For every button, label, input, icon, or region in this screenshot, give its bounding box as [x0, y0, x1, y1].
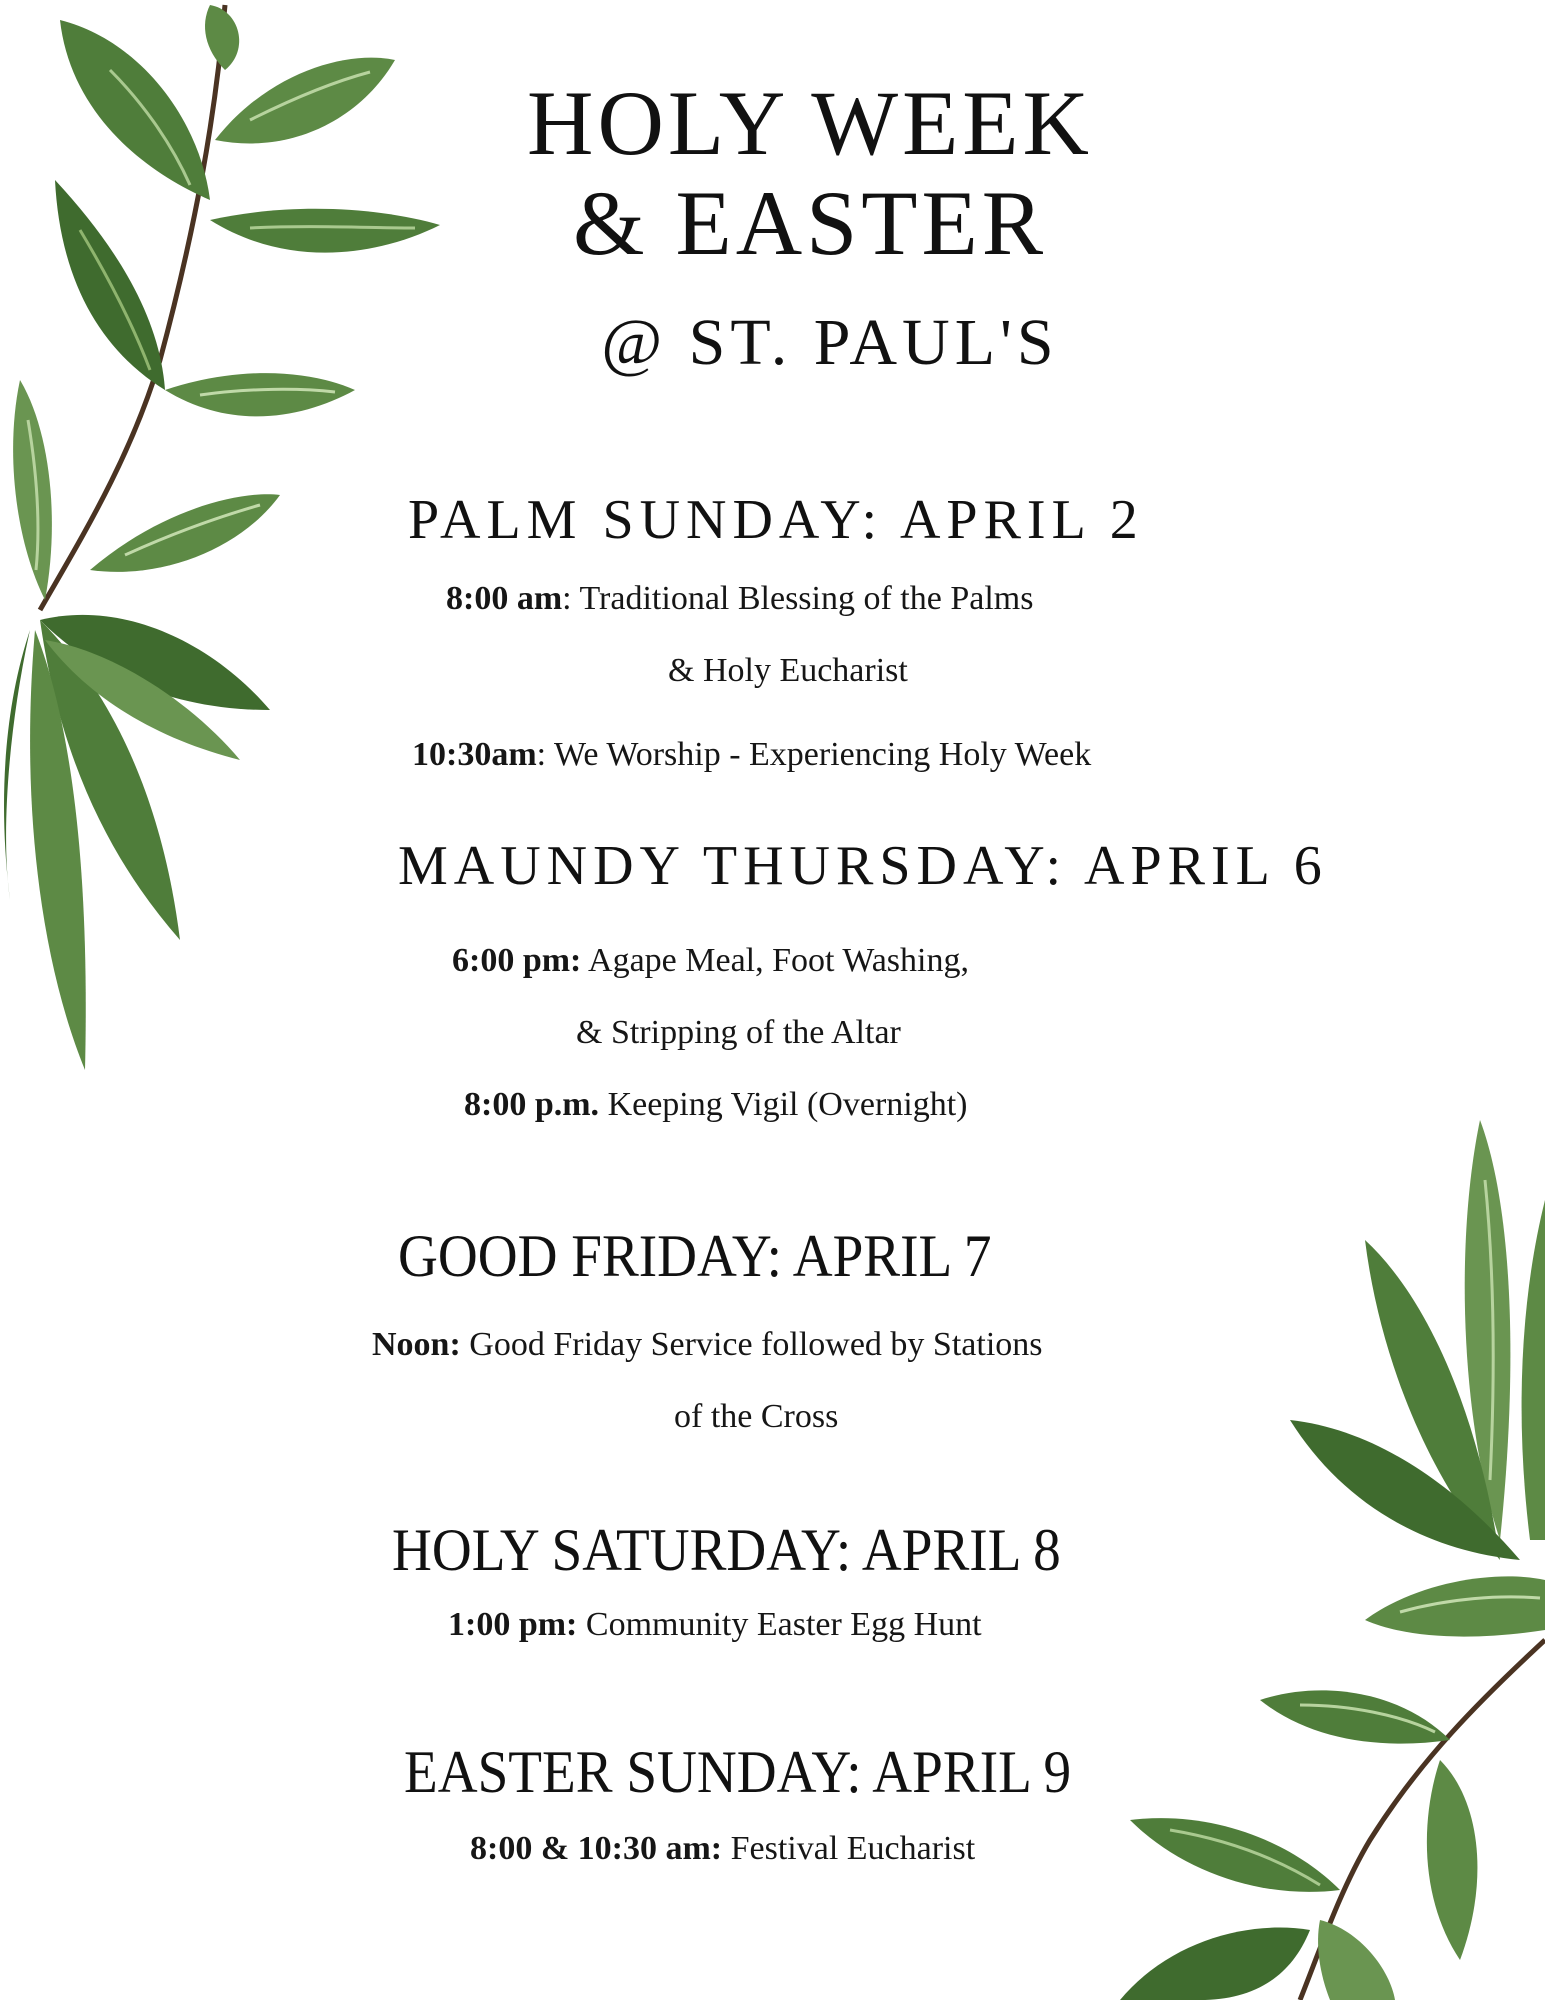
service-line-continuation: of the Cross [674, 1398, 839, 1435]
heading-good-friday: GOOD FRIDAY: APRIL 7 [398, 1223, 992, 1289]
service-description: : Traditional Blessing of the Palms [562, 580, 1034, 617]
service-time: 10:30am [412, 736, 537, 773]
heading-holy-saturday: HOLY SATURDAY: APRIL 8 [392, 1517, 1061, 1583]
service-description: Keeping Vigil (Overnight) [599, 1086, 968, 1123]
heading-palm-sunday: PALM SUNDAY: APRIL 2 [408, 489, 1144, 551]
service-line [446, 580, 1033, 618]
service-description: Good Friday Service followed by Stations [460, 1326, 1043, 1363]
heading-maundy-thursday: MAUNDY THURSDAY: APRIL 6 [398, 835, 1328, 897]
page-title-line2: & EASTER [572, 172, 1048, 274]
service-line-continuation: & Holy Eucharist [668, 652, 908, 689]
leaf-icon [4, 5, 440, 1070]
leaf-icon [1120, 1120, 1545, 2000]
service-line [452, 942, 969, 980]
service-time: 8:00 p.m. [464, 1086, 600, 1123]
service-time: Noon: [372, 1326, 461, 1363]
page-title-line1: HOLY WEEK [527, 72, 1093, 174]
service-time: 1:00 pm: [448, 1606, 578, 1643]
service-description: Community Easter Egg Hunt [577, 1606, 982, 1643]
service-time: 8:00 & 10:30 am: [470, 1830, 723, 1867]
service-description: : We Worship - Experiencing Holy Week [536, 736, 1092, 773]
heading-easter-sunday: EASTER SUNDAY: APRIL 9 [404, 1739, 1072, 1805]
service-time: 8:00 am [446, 580, 563, 617]
service-line [470, 1830, 975, 1868]
foliage-top-left-illustration [0, 0, 460, 1080]
service-line-continuation: & Stripping of the Altar [576, 1014, 901, 1051]
service-line [372, 1326, 1043, 1364]
service-line [448, 1606, 982, 1644]
service-time: 6:00 pm: [452, 942, 582, 979]
service-line [412, 736, 1091, 774]
page-subtitle: @ ST. PAUL'S [601, 306, 1059, 379]
service-description: Festival Eucharist [722, 1830, 976, 1867]
service-description: Agape Meal, Foot Washing, [581, 942, 969, 979]
service-line [464, 1086, 967, 1124]
